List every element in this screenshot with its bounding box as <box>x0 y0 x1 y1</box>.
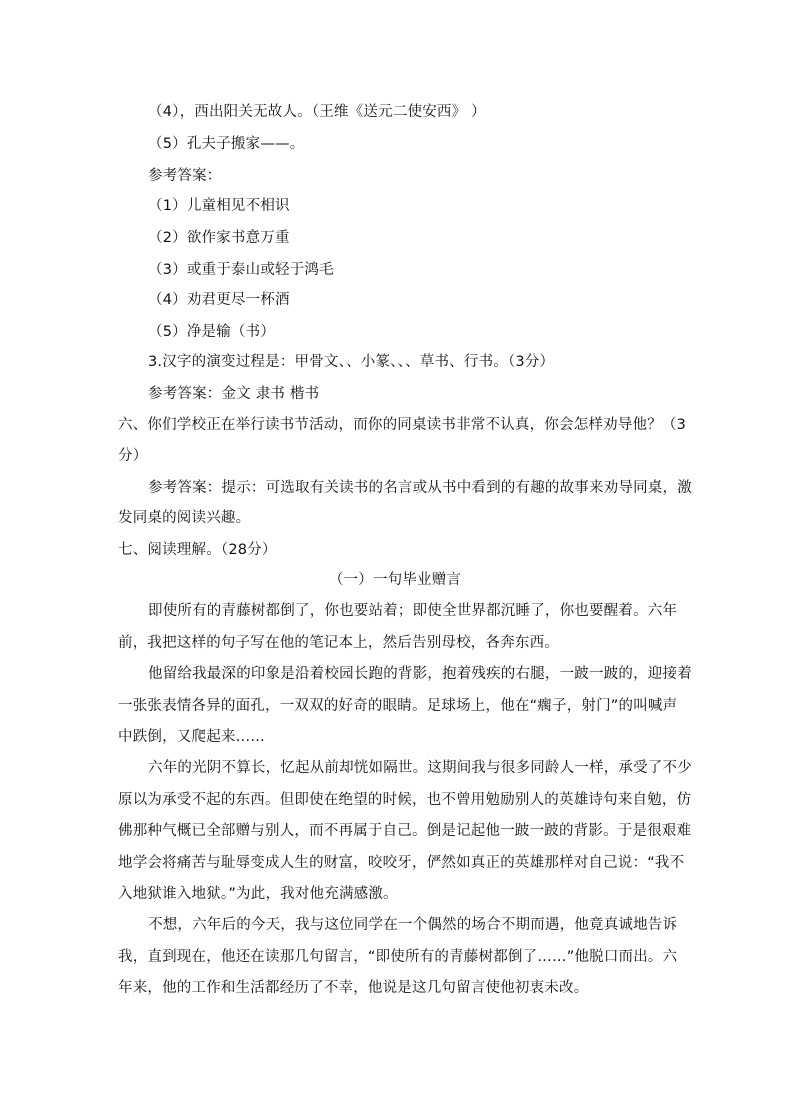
text-line: 地学会将痛苦与耻辱变成人生的财富，咬咬牙，俨然如真正的英雄那样对自己说：“我不 <box>118 855 685 871</box>
text-line: 他留给我最深的印象是沿着校园长跑的背影，抱着残疾的右腿，一跛一跛的，迎接着 <box>148 666 692 682</box>
text-line: （1）儿童相见不相识 <box>148 198 290 214</box>
text-line: 参考答案： <box>148 168 222 184</box>
text-line: 发同桌的阅读兴趣。 <box>118 510 251 526</box>
text-line: 原以为承受不起的东西。但即使在绝望的时候，也不曾用勉励别人的英雄诗句来自勉，仿 <box>118 792 692 808</box>
text-line: 七、阅读理解。（28分） <box>118 542 277 558</box>
text-line: 年来，他的工作和生活都经历了不幸，他说是这几句留言使他初衷未改。 <box>118 980 589 996</box>
text-line: 佛那种气概已全部赠与别人，而不再属于自己。倒是记起他一跛一跛的背影。于是很艰难 <box>118 823 692 839</box>
text-line: （5）净是输（书） <box>148 324 276 340</box>
text-line: （4），西出阳关无故人。（王维《送元二使安西》 ） <box>148 104 486 120</box>
text-line: （4）劝君更尽一杯酒 <box>148 292 290 308</box>
text-line: （3）或重于泰山或轻于鸿毛 <box>148 262 334 278</box>
text-line: 前，我把这样的句子写在他的笔记本上，然后告别母校，各奔东西。 <box>118 635 559 651</box>
text-line: 参考答案：金文 隶书 楷书 <box>148 386 320 402</box>
text-line: 六年的光阴不算长，忆起从前却恍如隔世。这期间我与很多同龄人一样，承受了不少 <box>148 760 692 776</box>
text-line: 不想，六年后的今天，我与这位同学在一个偶然的场合不期而遇，他竟真诚地告诉 <box>148 917 678 933</box>
text-line: （5）孔夫子搬家——。 <box>148 136 305 152</box>
text-line: 3.汉字的演变过程是：甲骨文、、小篆、、、草书、行书。（3分） <box>148 354 555 370</box>
text-line: 我，直到现在，他还在读那几句留言，“即使所有的青藤树都倒了……”他脱口而出。六 <box>118 949 678 965</box>
text-line: 入地狱谁入地狱。”为此，我对他充满感激。 <box>118 886 398 902</box>
text-line: 一张张表情各异的面孔，一双双的好奇的眼睛。足球场上，他在“瘸子，射门”的叫喊声 <box>118 698 678 714</box>
text-line: 中跌倒，又爬起来…… <box>118 729 265 745</box>
text-line: 分） <box>118 448 148 464</box>
text-line: （2）欲作家书意万重 <box>148 230 290 246</box>
text-line: 即使所有的青藤树都倒了，你也要站着；即使全世界都沉睡了，你也要醒着。六年 <box>148 603 678 619</box>
text-line: 六、你们学校正在举行读书节活动，而你的同桌读书非常不认真，你会怎样劝导他？（3 <box>118 417 687 433</box>
text-line: 参考答案：提示：可选取有关读书的名言或从书中看到的有趣的故事来劝导同桌，激 <box>148 480 692 496</box>
section-title: （一）一句毕业赠言 <box>328 572 462 588</box>
